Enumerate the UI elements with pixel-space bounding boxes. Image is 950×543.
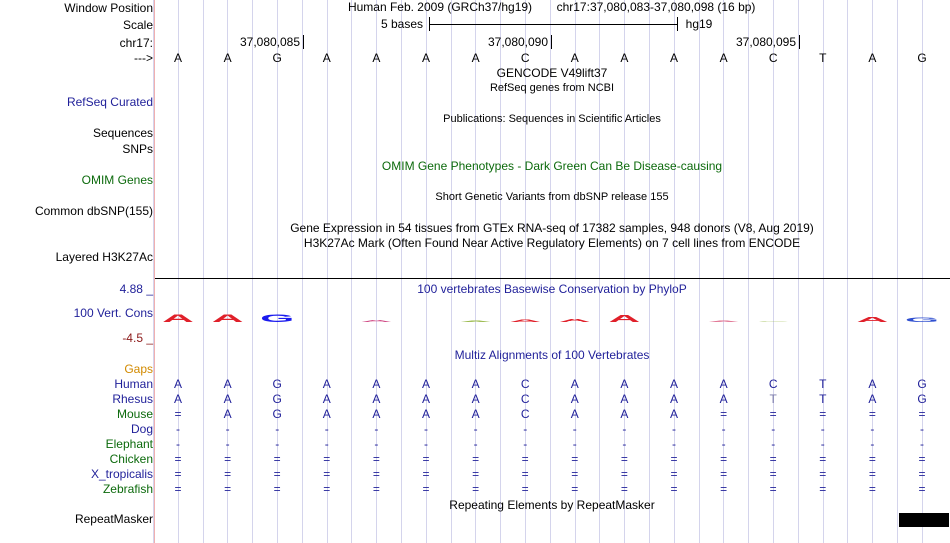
alignment-base: - xyxy=(374,422,379,436)
alignment-base: A xyxy=(570,377,579,391)
alignment-base: = xyxy=(571,482,579,496)
grid-line xyxy=(203,0,204,543)
assembly-name: Human Feb. 2009 (GRCh37/hg19) xyxy=(347,0,533,14)
alignment-base: = xyxy=(720,482,728,496)
track-label-100-vert-cons[interactable]: 100 Vert. Cons xyxy=(73,306,153,320)
alignment-base: - xyxy=(225,437,230,451)
alignment-base: A xyxy=(620,377,629,391)
alignment-base: = xyxy=(174,467,182,481)
alignment-base: A xyxy=(669,392,678,406)
species-label[interactable]: Rhesus xyxy=(112,392,153,406)
ruler-tick xyxy=(303,35,304,49)
alignment-base: A xyxy=(669,407,678,421)
alignment-base: - xyxy=(771,422,776,436)
alignment-base: = xyxy=(769,407,777,421)
alignment-base: - xyxy=(920,422,924,436)
logo-letter: C xyxy=(757,320,790,323)
alignment-base: = xyxy=(769,467,777,481)
base-letter: A xyxy=(620,51,629,65)
alignment-base: = xyxy=(769,482,777,496)
alignment-base: = xyxy=(868,407,876,421)
species-label[interactable]: Mouse xyxy=(116,407,153,421)
alignment-base: T xyxy=(819,392,827,406)
alignment-base: - xyxy=(176,422,180,436)
alignment-base: A xyxy=(372,392,381,406)
alignment-base: A xyxy=(421,407,430,421)
alignment-base: A xyxy=(322,407,331,421)
base-letter: G xyxy=(917,51,927,65)
refseq-genes-title[interactable]: RefSeq genes from NCBI xyxy=(489,82,615,94)
alignment-base: A xyxy=(570,392,579,406)
alignment-base: C xyxy=(520,392,530,406)
alignment-base: - xyxy=(523,422,528,436)
ruler-tick xyxy=(551,35,552,49)
alignment-base: - xyxy=(622,422,627,436)
alignment-base: = xyxy=(323,467,331,481)
base-letter: A xyxy=(173,51,182,65)
omim-phenotypes-title[interactable]: OMIM Gene Phenotypes - Dark Green Can Be Disease-causing xyxy=(381,159,723,173)
alignment-base: = xyxy=(372,482,380,496)
alignment-base: T xyxy=(819,377,827,391)
window-position-value: chr17:37,080,083-37,080,098 (16 bp) xyxy=(556,0,756,14)
alignment-base: = xyxy=(323,482,331,496)
alignment-base: = xyxy=(571,467,579,481)
base-letter: A xyxy=(868,51,877,65)
alignment-base: = xyxy=(174,482,182,496)
alignment-base: - xyxy=(820,437,825,451)
alignment-base: G xyxy=(917,377,927,391)
alignment-base: = xyxy=(521,467,529,481)
alignment-base: = xyxy=(670,452,678,466)
alignment-base: = xyxy=(472,452,480,466)
track-label-repeatmasker[interactable]: RepeatMasker xyxy=(74,512,153,526)
alignment-base: A xyxy=(372,377,381,391)
logo-letter: A xyxy=(707,320,740,323)
species-label[interactable]: Elephant xyxy=(105,437,153,451)
grid-line xyxy=(798,0,799,543)
alignment-base: - xyxy=(820,422,825,436)
species-label[interactable]: Zebrafish xyxy=(102,482,153,496)
alignment-base: A xyxy=(471,377,480,391)
alignment-base: = xyxy=(224,482,232,496)
chrom-label: chr17: xyxy=(119,36,153,50)
track-label-omim-genes[interactable]: OMIM Genes xyxy=(81,173,153,187)
alignment-base: = xyxy=(224,452,232,466)
alignment-base: = xyxy=(620,467,628,481)
alignment-base: = xyxy=(720,452,728,466)
alignment-base: A xyxy=(173,392,182,406)
alignment-base: = xyxy=(620,452,628,466)
alignment-base: = xyxy=(521,452,529,466)
grid-line xyxy=(748,0,749,543)
base-letter: A xyxy=(322,51,331,65)
base-letter: A xyxy=(421,51,430,65)
grid-line xyxy=(351,0,352,543)
alignment-base: = xyxy=(819,452,827,466)
repeatmasker-element[interactable] xyxy=(899,513,949,527)
base-letter: T xyxy=(819,51,827,65)
alignment-base: A xyxy=(868,392,877,406)
logo-letter: G xyxy=(260,311,295,325)
alignment-base: C xyxy=(768,377,778,391)
alignment-base: - xyxy=(920,437,924,451)
alignment-base: = xyxy=(273,467,281,481)
logo-letter: G xyxy=(904,316,940,324)
alignment-base: A xyxy=(322,377,331,391)
label-divider xyxy=(154,0,155,543)
scale-bar-assembly: hg19 xyxy=(685,17,713,31)
alignment-base: A xyxy=(223,377,232,391)
alignment-base: = xyxy=(174,407,182,421)
dbsnp-track-title[interactable]: Short Genetic Variants from dbSNP release 155 xyxy=(435,191,669,203)
grid-line xyxy=(897,0,898,543)
alignment-base: A xyxy=(223,407,232,421)
alignment-base: = xyxy=(819,407,827,421)
alignment-base: = xyxy=(273,482,281,496)
alignment-base: = xyxy=(918,452,926,466)
base-letter: A xyxy=(669,51,678,65)
alignment-base: = xyxy=(918,482,926,496)
h3k27ac-track-title[interactable]: H3K27Ac Mark (Often Found Near Active Regulatory Elements) on 7 cell lines from ENCODE xyxy=(303,236,801,250)
alignment-base: = xyxy=(273,452,281,466)
track-label-gaps[interactable]: Gaps xyxy=(124,362,153,376)
cons-max-value: 4.88 _ xyxy=(119,282,153,296)
ruler-label: 37,080,095 xyxy=(735,35,797,49)
alignment-base: = xyxy=(819,482,827,496)
alignment-base: = xyxy=(571,452,579,466)
track-label-layered-h3k27ac[interactable]: Layered H3K27Ac xyxy=(55,250,153,264)
base-letter: A xyxy=(223,51,232,65)
alignment-base: = xyxy=(918,407,926,421)
alignment-base: - xyxy=(672,437,676,451)
alignment-base: - xyxy=(424,437,428,451)
alignment-base: A xyxy=(223,392,232,406)
ruler-label: 37,080,085 xyxy=(239,35,301,49)
alignment-base: - xyxy=(176,437,180,451)
alignment-base: A xyxy=(669,377,678,391)
ruler-tick xyxy=(799,35,800,49)
alignment-base: - xyxy=(572,422,577,436)
alignment-base: - xyxy=(275,437,280,451)
species-label[interactable]: X_tropicalis xyxy=(90,467,153,481)
grid-line xyxy=(847,0,848,543)
grid-line xyxy=(649,0,650,543)
base-letter: A xyxy=(471,51,480,65)
alignment-base: = xyxy=(620,482,628,496)
track-label-sequences[interactable]: Sequences xyxy=(92,126,153,140)
base-letter: A xyxy=(372,51,381,65)
phylop-conservation-logo[interactable] xyxy=(0,296,950,326)
alignment-base: - xyxy=(324,422,329,436)
base-letter: C xyxy=(520,51,530,65)
grid-line xyxy=(699,0,700,543)
alignment-base: = xyxy=(174,452,182,466)
alignment-base: = xyxy=(372,467,380,481)
alignment-base: T xyxy=(769,392,777,406)
ruler-label: 37,080,090 xyxy=(487,35,549,49)
base-letter: A xyxy=(570,51,579,65)
alignment-base: - xyxy=(622,437,627,451)
alignment-base: - xyxy=(424,422,428,436)
alignment-base: = xyxy=(422,452,430,466)
grid-line xyxy=(401,0,402,543)
publications-track-title[interactable]: Publications: Sequences in Scientific Articles xyxy=(443,113,661,125)
scale-bar-line xyxy=(429,24,677,25)
logo-letter: A xyxy=(509,318,542,323)
gencode-track-title[interactable]: GENCODE V49lift37 xyxy=(496,66,608,80)
alignment-base: C xyxy=(520,377,530,391)
alignment-base: A xyxy=(570,407,579,421)
scale-bar-text: 5 bases xyxy=(380,17,424,31)
alignment-base: = xyxy=(720,407,728,421)
alignment-base: G xyxy=(272,377,282,391)
alignment-base: = xyxy=(372,452,380,466)
alignment-base: - xyxy=(771,437,776,451)
alignment-base: = xyxy=(422,467,430,481)
species-label[interactable]: Dog xyxy=(130,422,153,436)
alignment-base: A xyxy=(372,407,381,421)
alignment-base: A xyxy=(421,392,430,406)
base-letter: G xyxy=(272,51,282,65)
scale-label: Scale xyxy=(122,18,153,32)
alignment-base: A xyxy=(868,377,877,391)
species-label[interactable]: Chicken xyxy=(109,452,153,466)
alignment-base: A xyxy=(173,377,182,391)
alignment-base: = xyxy=(868,482,876,496)
alignment-base: - xyxy=(572,437,577,451)
alignment-base: A xyxy=(719,377,728,391)
track-label-refseq-curated[interactable]: RefSeq Curated xyxy=(66,95,153,109)
alignment-base: = xyxy=(868,467,876,481)
gtex-track-title[interactable]: Gene Expression in 54 tissues from GTEx RNA-seq of 17382 samples, 948 donors (V8, Aug 2019) xyxy=(290,221,814,235)
alignment-base: - xyxy=(870,437,875,451)
alignment-base: G xyxy=(272,392,282,406)
alignment-base: = xyxy=(670,467,678,481)
logo-letter: A xyxy=(211,312,244,325)
alignment-base: = xyxy=(224,467,232,481)
alignment-base: - xyxy=(473,437,478,451)
grid-line xyxy=(451,0,452,543)
scale-bar-right-cap xyxy=(677,17,678,31)
alignment-base: - xyxy=(275,422,280,436)
logo-letter: A xyxy=(558,317,591,324)
alignment-base: - xyxy=(473,422,478,436)
alignment-base: A xyxy=(620,407,629,421)
alignment-base: = xyxy=(720,467,728,481)
base-letter: A xyxy=(719,51,728,65)
repeatmasker-track-title[interactable]: Repeating Elements by RepeatMasker xyxy=(449,498,655,512)
logo-letter: A xyxy=(608,312,641,325)
alignment-base: - xyxy=(870,422,875,436)
alignment-base: G xyxy=(917,392,927,406)
phylop-track-title[interactable]: 100 vertebrates Basewise Conservation by PhyloP xyxy=(417,282,687,296)
alignment-base: A xyxy=(471,392,480,406)
alignment-base: = xyxy=(472,482,480,496)
alignment-base: A xyxy=(471,407,480,421)
track-separator xyxy=(155,278,950,279)
grid-line xyxy=(252,0,253,543)
alignment-base: C xyxy=(520,407,530,421)
alignment-base: = xyxy=(422,482,430,496)
alignment-base: - xyxy=(721,422,726,436)
window-position-label: Window Position xyxy=(64,1,153,15)
logo-letter: A xyxy=(360,319,393,323)
logo-letter: A xyxy=(856,315,889,324)
alignment-base: A xyxy=(719,392,728,406)
alignment-base: - xyxy=(324,437,329,451)
logo-letter: A xyxy=(162,312,194,325)
alignment-base: = xyxy=(472,467,480,481)
track-label-snps[interactable]: SNPs xyxy=(122,142,153,156)
alignment-base: - xyxy=(721,437,726,451)
alignment-base: = xyxy=(670,482,678,496)
base-letter: C xyxy=(768,51,778,65)
alignment-base: - xyxy=(523,437,528,451)
alignment-base: = xyxy=(323,452,331,466)
alignment-base: = xyxy=(819,467,827,481)
alignment-base: = xyxy=(918,467,926,481)
species-label[interactable]: Human xyxy=(114,377,153,391)
alignment-base: A xyxy=(322,392,331,406)
alignment-base: - xyxy=(374,437,379,451)
alignment-base: = xyxy=(769,452,777,466)
alignment-base: = xyxy=(868,452,876,466)
alignment-base: - xyxy=(225,422,230,436)
track-label-common-dbsnp[interactable]: Common dbSNP(155) xyxy=(34,204,153,218)
logo-letter: A xyxy=(459,320,492,323)
grid-line xyxy=(302,0,303,543)
cons-min-value: -4.5 _ xyxy=(122,331,153,345)
alignment-base: = xyxy=(521,482,529,496)
strand-direction-label[interactable]: ---> xyxy=(134,51,153,65)
alignment-base: - xyxy=(672,422,676,436)
alignment-base: A xyxy=(421,377,430,391)
alignment-base: A xyxy=(620,392,629,406)
alignment-base: G xyxy=(272,407,282,421)
multiz-track-title[interactable]: Multiz Alignments of 100 Vertebrates xyxy=(454,348,650,362)
